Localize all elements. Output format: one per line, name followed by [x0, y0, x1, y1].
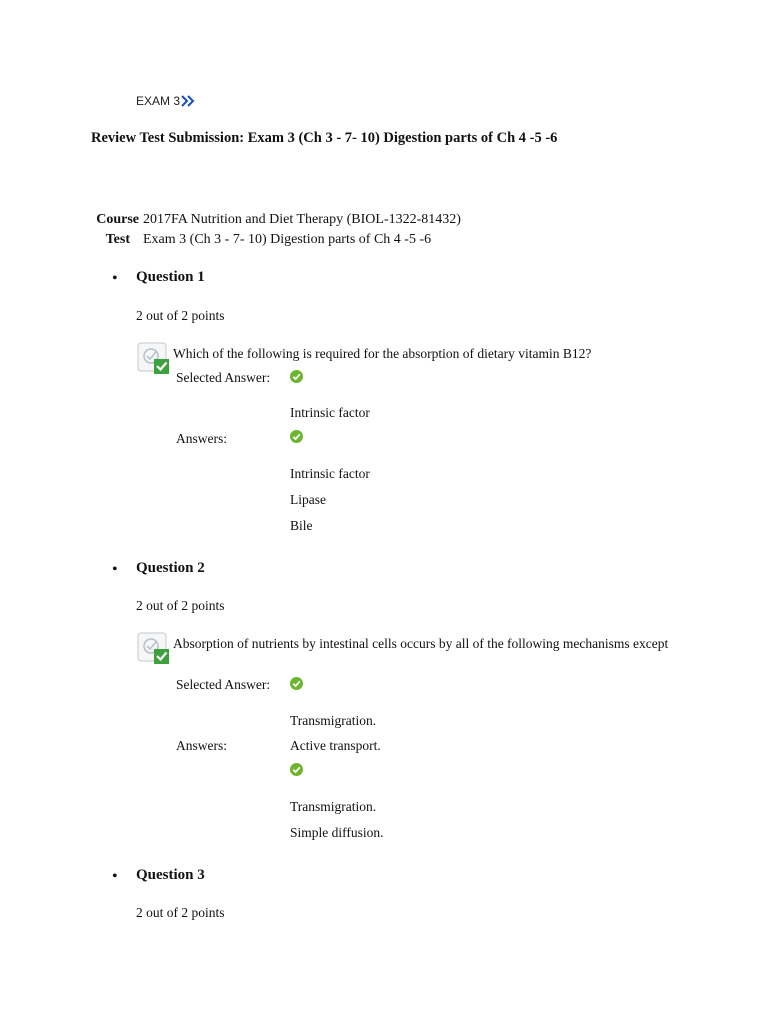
selected-answer-label: Selected Answer:: [176, 370, 271, 385]
answer-option: Intrinsic factor: [290, 466, 370, 481]
question-heading: Question 2: [136, 560, 205, 576]
list-bullet: •: [112, 561, 118, 578]
question-heading: Question 1: [136, 269, 205, 285]
graded-correct-icon: [137, 342, 171, 376]
question-text: Absorption of nutrients by intestinal cells occurs by all of the following mechanisms except: [173, 636, 669, 651]
question-heading: Question 3: [136, 867, 205, 883]
course-label: Course: [96, 212, 139, 227]
answer-option: Active transport.: [290, 738, 381, 753]
checkmark-icon: [290, 763, 303, 776]
selected-answer-value: Intrinsic factor: [290, 405, 370, 420]
selected-answer-label: Selected Answer:: [176, 677, 271, 692]
answer-option: Simple diffusion.: [290, 825, 384, 840]
checkmark-icon: [290, 677, 303, 690]
list-bullet: •: [112, 270, 118, 287]
answer-option: Transmigration.: [290, 799, 377, 814]
breadcrumb-label[interactable]: EXAM 3: [136, 94, 181, 108]
test-label: Test: [105, 232, 130, 247]
question-text: Which of the following is required for the absorption of dietary vitamin B12?: [173, 346, 592, 361]
question-points: 2 out of 2 points: [136, 598, 225, 613]
question-points: 2 out of 2 points: [136, 905, 225, 920]
breadcrumb[interactable]: [136, 94, 195, 108]
checkmark-icon: [290, 430, 303, 443]
graded-correct-icon: [137, 632, 171, 666]
answers-label: Answers:: [176, 431, 227, 446]
selected-answer-value: Transmigration.: [290, 713, 377, 728]
list-bullet: •: [112, 868, 118, 885]
test-value: Exam 3 (Ch 3 - 7- 10) Digestion parts of Ch 4 -5 -6: [143, 232, 432, 247]
course-value: 2017FA Nutrition and Diet Therapy (BIOL-1322-81432): [143, 212, 461, 227]
page-title: Review Test Submission: Exam 3 (Ch 3 - 7- 10) Digestion parts of Ch 4 -5 -6: [91, 130, 558, 146]
answer-option: Lipase: [290, 492, 326, 507]
answers-label: Answers:: [176, 738, 227, 753]
checkmark-icon: [290, 370, 303, 383]
answer-option: Bile: [290, 518, 313, 533]
double-chevron-right-icon: [181, 95, 195, 107]
question-points: 2 out of 2 points: [136, 308, 225, 323]
